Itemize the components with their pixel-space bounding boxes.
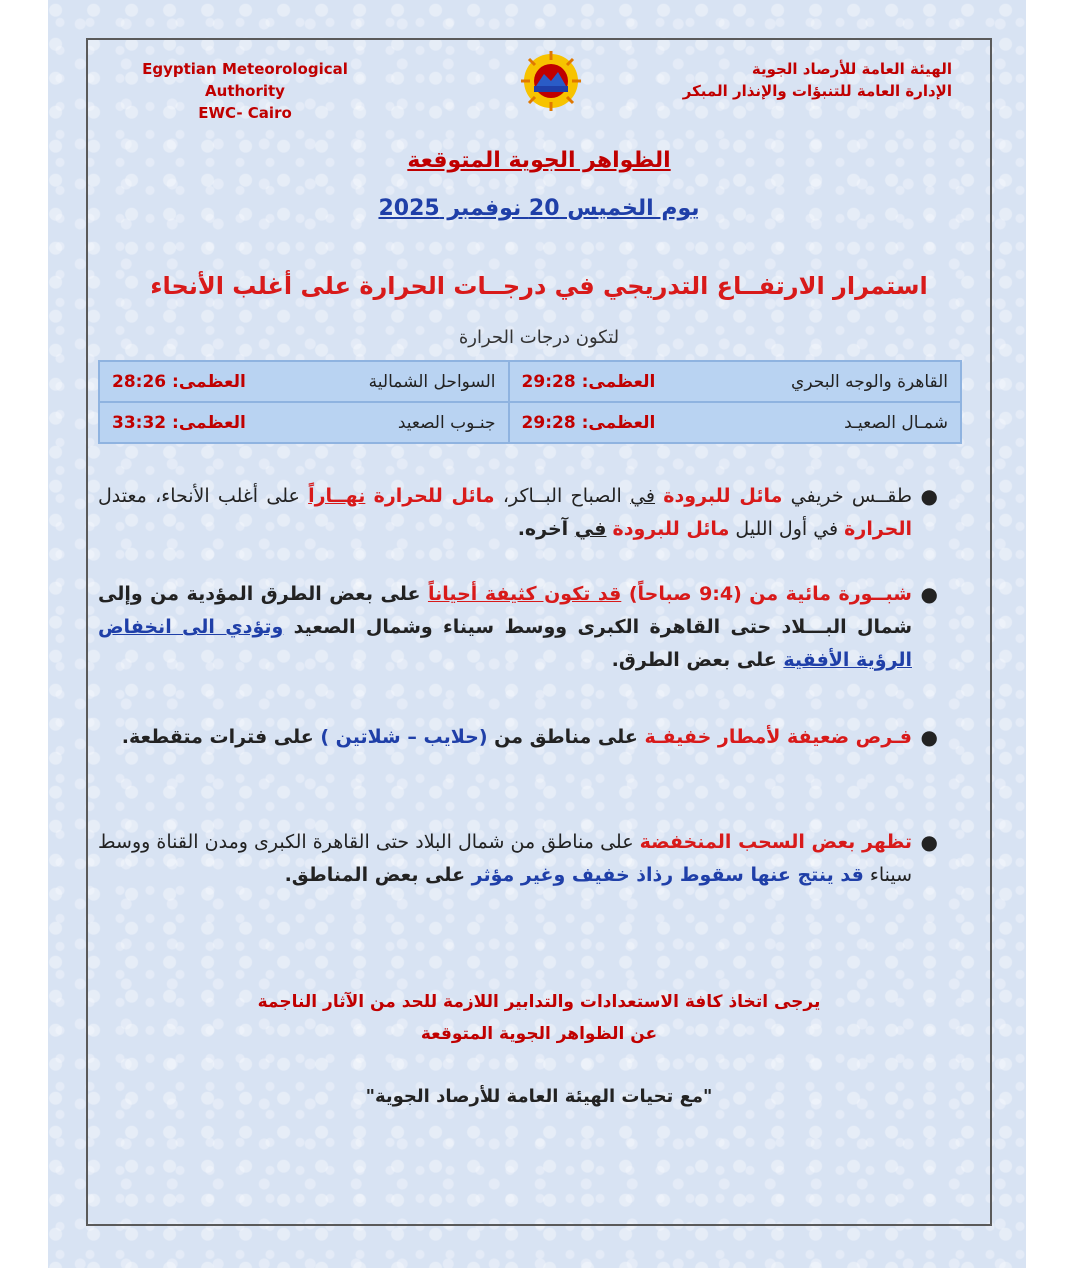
text: فـرص ضعيفة لأمطار خفيفـة bbox=[644, 726, 912, 748]
text: على مناطق من شمال البلاد حتى القاهرة الكبرى ومدن القناة ووسط سيناء bbox=[98, 831, 912, 886]
text: على أغلب الأنحاء، معتدل bbox=[98, 485, 309, 507]
forecast-date: يوم الخميس 20 نوفمبر 2025 bbox=[378, 196, 700, 221]
max-value: 29:28 bbox=[521, 412, 576, 433]
text: نهــاراً bbox=[308, 485, 366, 507]
org-ar-line2: الإدارة العامة للتنبؤات والإنذار المبكر bbox=[682, 82, 952, 100]
text: على فترات متقطعة. bbox=[121, 726, 321, 748]
temp-cell bbox=[509, 361, 961, 402]
max-label: العظمى: bbox=[581, 412, 656, 433]
text: تظهر بعض السحب المنخفضة bbox=[639, 831, 913, 853]
bullet-weather bbox=[98, 480, 938, 546]
text: شبــورة مائية من (9:4 صباحاً) bbox=[621, 583, 912, 605]
region-label: شمـال الصعيـد bbox=[844, 412, 948, 433]
text: وتؤدي الى انخفاض الرؤية الأفقية bbox=[98, 616, 912, 671]
temperature-table bbox=[98, 360, 962, 444]
text bbox=[365, 485, 373, 507]
closing-signature: "مع تحيات الهيئة العامة للأرصاد الجوية" bbox=[365, 1086, 713, 1107]
text: على بعض الطرق. bbox=[611, 649, 784, 671]
temp-cell bbox=[99, 361, 509, 402]
region-label: السواحل الشمالية bbox=[368, 371, 496, 392]
max-value: 29:28 bbox=[521, 371, 576, 392]
table-row bbox=[99, 361, 961, 402]
page-title: الظواهر الجوية المتوقعة bbox=[407, 148, 671, 173]
text: على بعض المناطق. bbox=[284, 864, 472, 886]
text: طقــس خريفي bbox=[782, 485, 912, 507]
text: الصباح البــاكر، bbox=[494, 485, 631, 507]
max-value: 28:26 bbox=[112, 371, 167, 392]
max-value: 33:32 bbox=[112, 412, 167, 433]
text: الحرارة bbox=[844, 518, 912, 540]
text: قد ينتج عنها سقوط رذاذ خفيف وغير مؤثر bbox=[471, 864, 864, 886]
org-name-english bbox=[100, 58, 390, 124]
text: مائل للحرارة bbox=[373, 485, 495, 507]
org-ar-line1: الهيئة العامة للأرصاد الجوية bbox=[751, 60, 952, 78]
text: آخره. bbox=[517, 518, 575, 540]
text: قد تكون كثيفة أحياناً bbox=[427, 583, 622, 605]
text: في bbox=[574, 518, 607, 540]
region-label: جنـوب الصعيد bbox=[397, 412, 496, 433]
region-label: القاهرة والوجه البحري bbox=[791, 371, 948, 392]
text: مائل للبرودة bbox=[663, 485, 783, 507]
bullet-clouds bbox=[98, 826, 938, 892]
table-row bbox=[99, 402, 961, 443]
text: على بعض الطرق المؤدية من وإلى شمال البـــلاد حتى القاهرة الكبرى ووسط سيناء وشمال الصعيد bbox=[98, 583, 913, 638]
temp-cell bbox=[509, 402, 961, 443]
text: على مناطق من bbox=[487, 726, 645, 748]
max-label: العظمى: bbox=[172, 371, 246, 392]
bullet-fog bbox=[98, 578, 938, 677]
bullet-rain bbox=[98, 721, 938, 754]
max-label: العظمى: bbox=[172, 412, 246, 433]
text: في أول الليل bbox=[729, 518, 845, 540]
text: (حلايب – شلاتين ) bbox=[320, 726, 488, 748]
temp-cell bbox=[99, 402, 509, 443]
bullet-dot-icon: ● bbox=[920, 484, 938, 508]
temps-intro: لتكون درجات الحرارة bbox=[458, 327, 620, 348]
bullet-dot-icon: ● bbox=[920, 725, 938, 749]
advisory-note-line1: يرجى اتخاذ كافة الاستعدادات والتدابير اللازمة للحد من الآثار الناجمة bbox=[257, 992, 821, 1012]
ema-sun-logo-icon bbox=[520, 50, 582, 112]
max-label: العظمى: bbox=[581, 371, 656, 392]
text: مائل للبرودة bbox=[612, 518, 730, 540]
org-en-line2: EWC- Cairo bbox=[198, 104, 292, 122]
advisory-note-line2: عن الظواهر الجوية المتوقعة bbox=[420, 1024, 658, 1044]
org-name-arabic bbox=[652, 58, 952, 102]
org-en-line1: Egyptian Meteorological Authority bbox=[142, 60, 348, 100]
text: في bbox=[630, 485, 656, 507]
headline: استمرار الارتفــاع التدريجي في درجــات الحرارة على أغلب الأنحاء bbox=[150, 272, 928, 300]
bullet-dot-icon: ● bbox=[920, 582, 938, 606]
bullet-dot-icon: ● bbox=[920, 830, 938, 854]
